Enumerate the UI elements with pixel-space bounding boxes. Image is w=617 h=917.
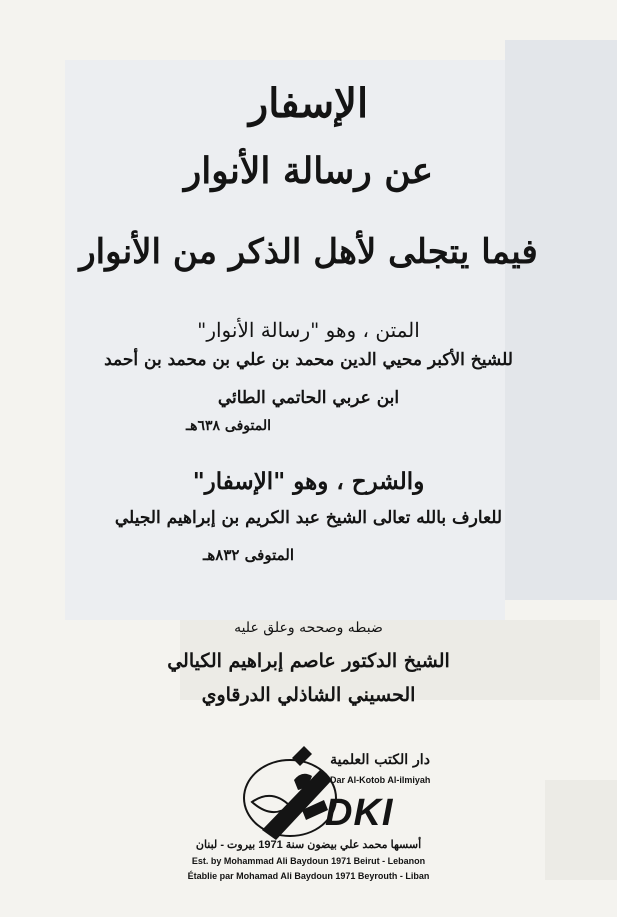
- matn-author-line-2: ابن عربي الحاتمي الطائي: [217, 388, 400, 408]
- publisher-name-arabic: دار الكتب العلمية: [330, 752, 430, 768]
- title-line-1: الإسفار: [248, 80, 369, 127]
- title-line-2: عن رسالة الأنوار: [183, 150, 434, 192]
- matn-author-line-1: للشيخ الأكبر محيي الدين محمد بن علي بن محمد بن أحمد: [104, 350, 513, 370]
- editor-name-line-1: الشيخ الدكتور عاصم إبراهيم الكيالي: [167, 650, 450, 672]
- editor-label: ضبطه وصححه وعلق عليه: [234, 620, 383, 636]
- founded-french: Établie par Mohamad Ali Baydoun 1971 Beyrouth - Liban: [187, 871, 430, 881]
- founded-arabic: أسسها محمد علي بيضون سنة 1971 بيروت - لبنان: [195, 839, 422, 851]
- publisher-name-english: Dar Al-Kotob Al-ilmiyah: [330, 775, 431, 785]
- sharh-death-date: المتوفى ٨٣٢هـ: [202, 546, 295, 564]
- editor-name-line-2: الحسيني الشاذلي الدرقاوي: [201, 684, 416, 706]
- sharh-label: والشرح ، وهو "الإسفار": [192, 468, 425, 495]
- title-line-3: فيما يتجلى لأهل الذكر من الأنوار: [79, 232, 538, 272]
- sharh-author: للعارف بالله تعالى الشيخ عبد الكريم بن إبراهيم الجيلي: [114, 508, 503, 528]
- matn-death-date: المتوفى ٦٣٨هـ: [186, 418, 271, 434]
- founded-english: Est. by Mohammad Ali Baydoun 1971 Beirut - Lebanon: [191, 856, 426, 866]
- publisher-brand: DKI: [325, 792, 394, 834]
- matn-label: المتن ، وهو "رسالة الأنوار": [197, 318, 420, 342]
